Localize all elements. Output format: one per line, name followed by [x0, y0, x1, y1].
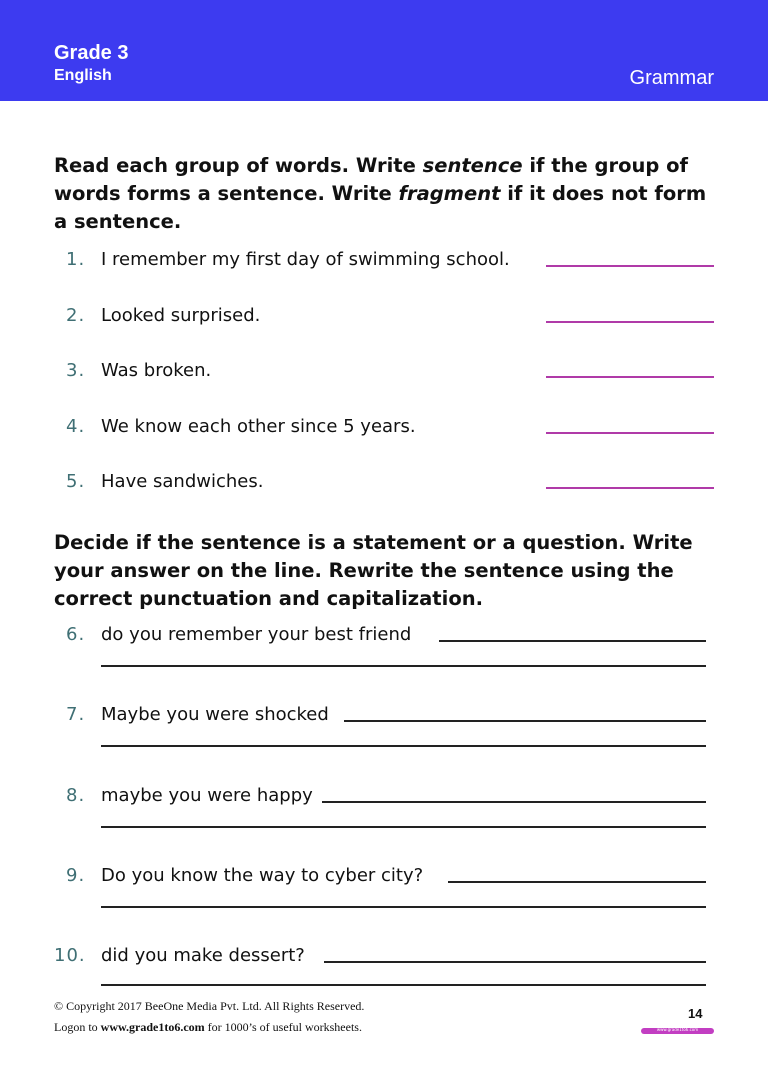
- instruction-emphasis: sentence: [422, 154, 523, 177]
- question-item: [0, 360, 768, 390]
- answer-line[interactable]: [324, 961, 706, 963]
- rewrite-line[interactable]: [101, 984, 706, 986]
- question-number: 9.: [66, 865, 86, 886]
- question-number: 4.: [66, 416, 86, 437]
- question-text: We know each other since 5 years.: [101, 416, 416, 437]
- copyright-notice: © Copyright 2017 BeeOne Media Pvt. Ltd. All Rights Reserved.: [54, 999, 365, 1013]
- question-item: [0, 865, 768, 895]
- question-number: 7.: [66, 704, 86, 725]
- section1-instructions: [54, 152, 714, 236]
- question-item: [0, 624, 768, 654]
- question-text: Was broken.: [101, 360, 212, 381]
- instruction-text: if the group of words forms a sentence. Write: [54, 154, 689, 205]
- answer-line[interactable]: [546, 265, 714, 267]
- grade-label: Grade 3: [54, 42, 129, 64]
- instruction-emphasis: fragment: [398, 182, 501, 205]
- question-item: [0, 471, 768, 501]
- answer-line[interactable]: [448, 881, 706, 883]
- subject-label: English: [54, 67, 112, 84]
- question-text: Maybe you were shocked: [101, 704, 329, 725]
- answer-line[interactable]: [344, 720, 706, 722]
- question-text: Looked surprised.: [101, 305, 261, 326]
- answer-line[interactable]: [546, 376, 714, 378]
- page-header: [0, 0, 768, 101]
- question-text: do you remember your best friend: [101, 624, 412, 645]
- answer-line[interactable]: [439, 640, 706, 642]
- logon-prefix: Logon to: [54, 1020, 101, 1034]
- question-item: [0, 945, 768, 975]
- answer-line[interactable]: [322, 801, 706, 803]
- question-item: [0, 249, 768, 279]
- answer-line[interactable]: [546, 487, 714, 489]
- website-link[interactable]: www.grade1to6.com: [100, 1020, 205, 1034]
- question-number: 1.: [66, 249, 86, 270]
- question-number: 5.: [66, 471, 86, 492]
- instruction-text: Read each group of words. Write: [54, 154, 423, 177]
- site-badge: [641, 1028, 714, 1034]
- rewrite-line[interactable]: [101, 826, 706, 828]
- section2-instructions: Decide if the sentence is a statement or a question. Write your answer on the line. Rewrite the sentence using the correct punctuation and capitalization.: [54, 531, 693, 610]
- rewrite-line[interactable]: [101, 665, 706, 667]
- question-number: 10.: [54, 945, 86, 966]
- answer-line[interactable]: [546, 321, 714, 323]
- question-text: maybe you were happy: [101, 785, 313, 806]
- question-item: [0, 785, 768, 815]
- answer-line[interactable]: [546, 432, 714, 434]
- question-text: Do you know the way to cyber city?: [101, 865, 424, 886]
- question-text: did you make dessert?: [101, 945, 305, 966]
- badge-text: www.grade1to6.com: [656, 1027, 699, 1032]
- question-item: [0, 704, 768, 734]
- logon-note: [54, 1020, 362, 1035]
- question-number: 8.: [66, 785, 86, 806]
- logon-suffix: for 1000’s of useful worksheets.: [204, 1020, 362, 1034]
- rewrite-line[interactable]: [101, 745, 706, 747]
- question-number: 2.: [66, 305, 86, 326]
- question-text: Have sandwiches.: [101, 471, 264, 492]
- page-number: 14: [688, 1006, 703, 1021]
- question-number: 6.: [66, 624, 86, 645]
- question-item: [0, 416, 768, 446]
- question-item: [0, 305, 768, 335]
- question-number: 3.: [66, 360, 86, 381]
- rewrite-line[interactable]: [101, 906, 706, 908]
- question-text: I remember my first day of swimming school.: [101, 249, 510, 270]
- topic-label: Grammar: [629, 67, 714, 89]
- instruction-text: if it does not form a sentence.: [54, 182, 707, 233]
